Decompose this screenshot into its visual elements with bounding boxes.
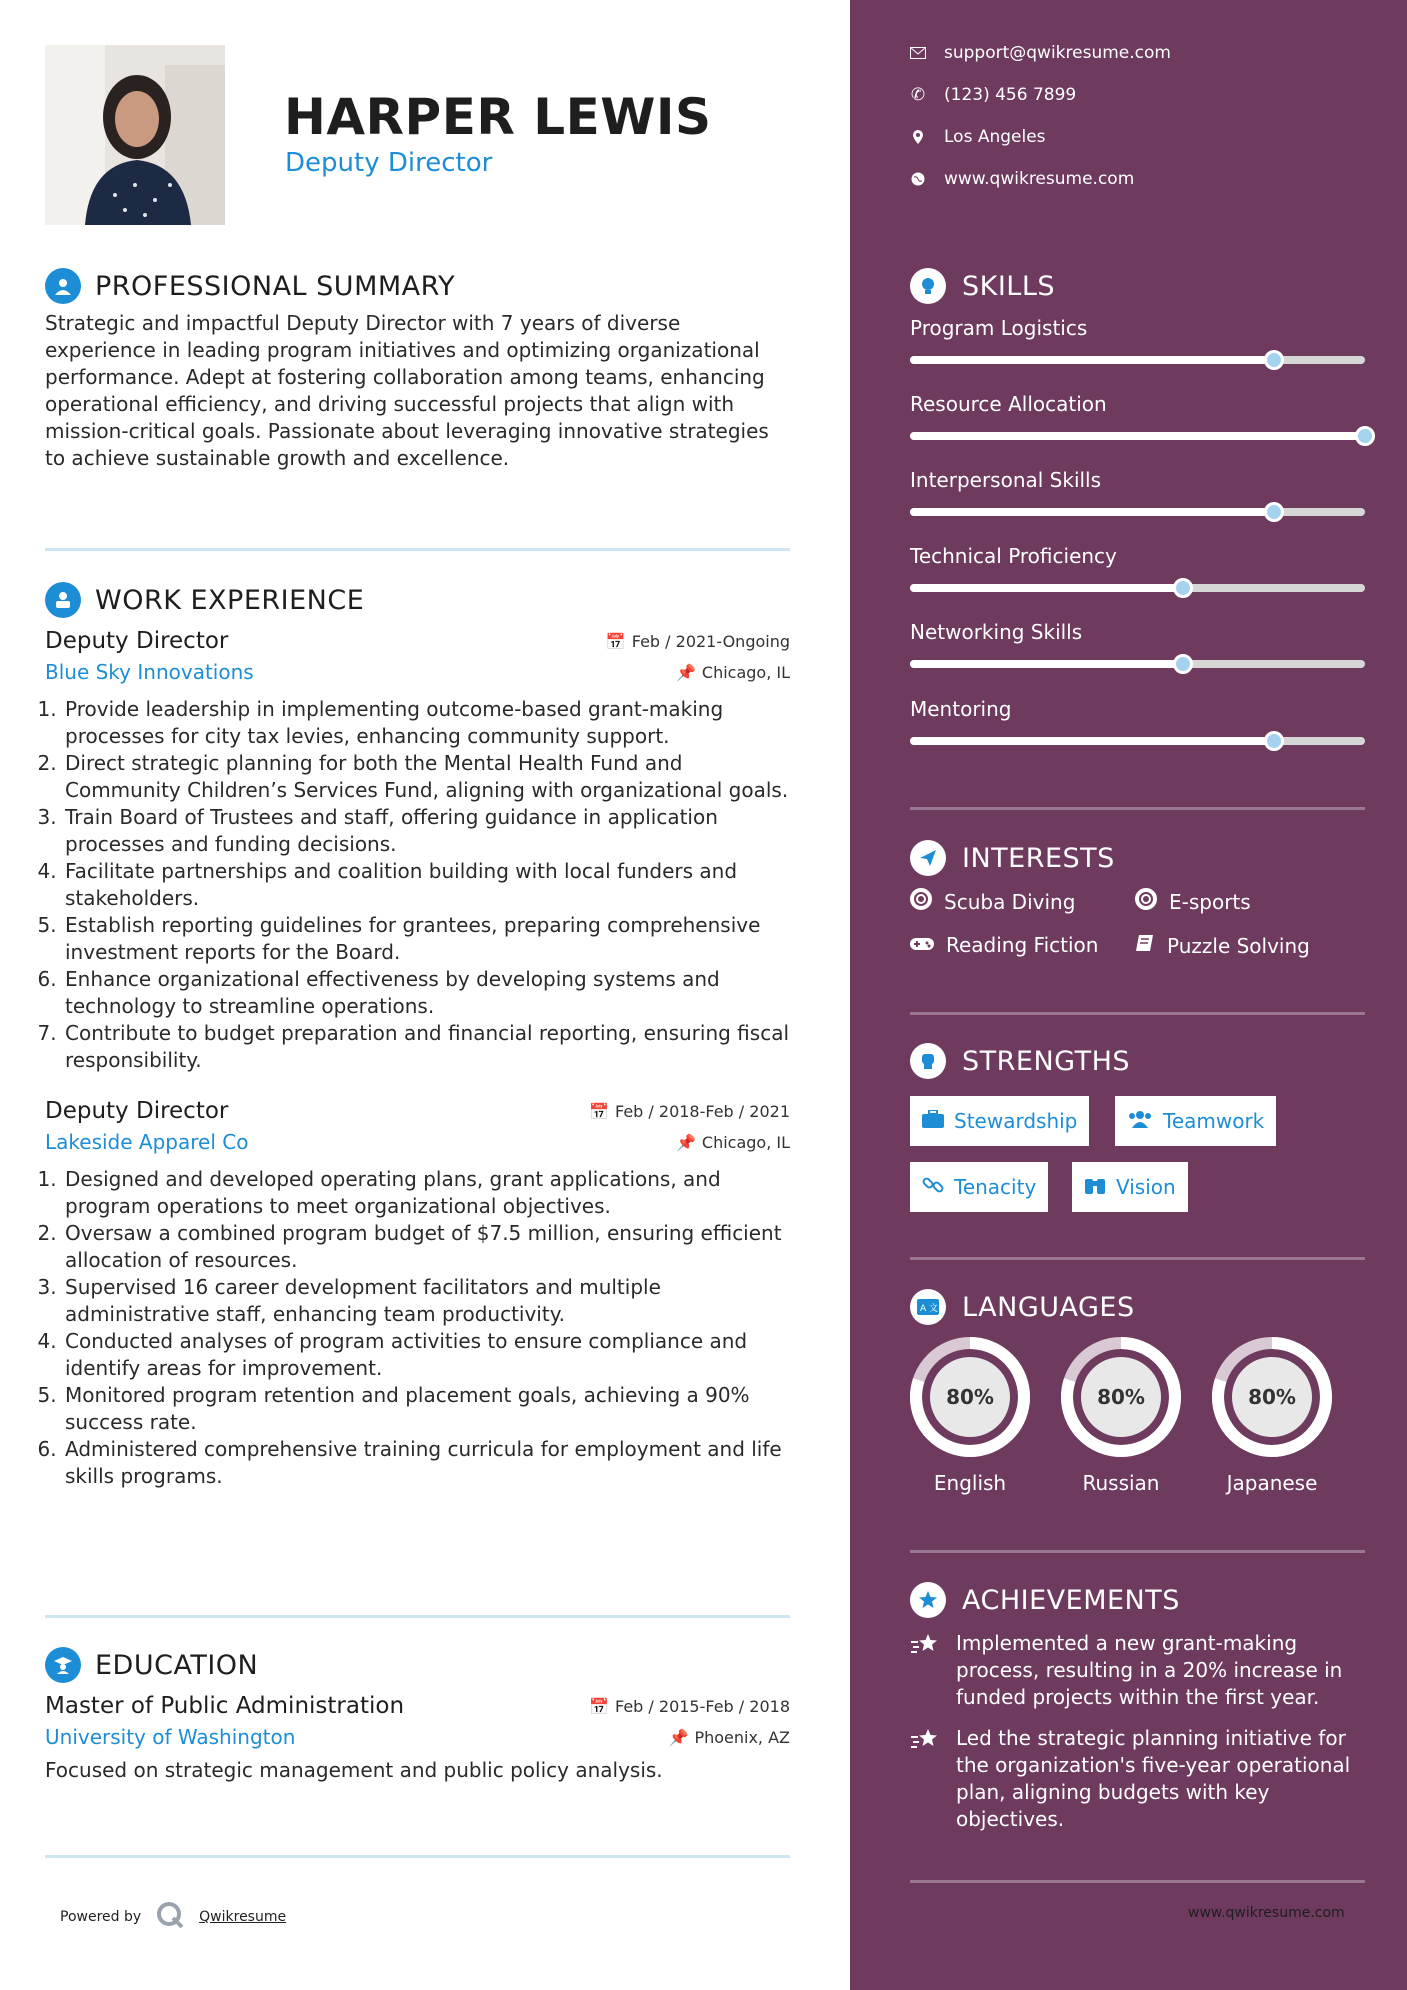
skill-bar [910, 660, 1365, 668]
experience-heading: WORK EXPERIENCE [95, 584, 365, 616]
job-bullet: 5. Monitored program retention and placement goals, achieving a 90% success rate. [63, 1382, 790, 1436]
candidate-title: Deputy Director [285, 148, 493, 178]
achievement-item [910, 1725, 1365, 1833]
professional-summary-section [45, 266, 790, 472]
skill-knob [1264, 350, 1284, 370]
interests-heading: INTERESTS [962, 842, 1115, 874]
brand-link[interactable]: Qwikresume [199, 1909, 287, 1925]
strength-label: Teamwork [1163, 1109, 1265, 1133]
phone-text: (123) 456 7899 [944, 85, 1077, 105]
interest-item [1135, 933, 1310, 958]
achievement-text: Implemented a new grant-making process, resulting in a 20% increase in funded projects within the first year. [956, 1631, 1343, 1709]
skill-item [910, 468, 1365, 516]
sidebar-divider [910, 1012, 1365, 1015]
skill-label: Program Logistics [910, 316, 1088, 340]
skill-label: Resource Allocation [910, 392, 1107, 416]
job-bullet: 6. Enhance organizational effectiveness by developing systems and technology to streamline operations. [63, 966, 790, 1020]
binoculars-icon [1084, 1175, 1106, 1200]
degree: Master of Public Administration [45, 1693, 405, 1719]
skill-item [910, 316, 1365, 364]
calendar-icon: 📅 [589, 1696, 609, 1716]
strengths-header [910, 1043, 1130, 1079]
shooting-star-icon [910, 1725, 942, 1833]
svg-text:文: 文 [929, 1304, 939, 1314]
qwikresume-logo-icon [155, 1900, 185, 1934]
interest-item [910, 933, 1098, 957]
job-bullet: 3. Supervised 16 career development facilitators and multiple administrative staff, enhancing team productivity. [63, 1274, 790, 1328]
contact-phone[interactable] [910, 85, 1076, 105]
briefcase-icon [922, 1109, 944, 1133]
skill-knob [1264, 731, 1284, 751]
job-location: Chicago, IL [701, 662, 790, 682]
sidebar [850, 0, 1407, 1990]
languages-heading: LANGUAGES [962, 1291, 1135, 1323]
skill-bar [910, 584, 1365, 592]
job-bullet: 1. Designed and developed operating plans, grant applications, and program operations to meet organizational objectives. [63, 1166, 790, 1220]
map-pin-icon [910, 130, 926, 144]
language-ring [910, 1337, 1030, 1457]
job-dates: Feb / 2021-Ongoing [631, 631, 790, 651]
interest-label: Reading Fiction [946, 933, 1099, 957]
star-icon [910, 1582, 946, 1618]
strength-chip [1072, 1162, 1188, 1212]
language-name: Russian [1082, 1471, 1160, 1495]
skill-bar [910, 508, 1365, 516]
education-description: Focused on strategic management and public policy analysis. [45, 1758, 663, 1782]
language-percent: 80% [930, 1357, 1010, 1437]
education-dates: Feb / 2015-Feb / 2018 [615, 1696, 790, 1716]
language-ring [1061, 1337, 1181, 1457]
skill-bar [910, 737, 1365, 745]
job-title: Deputy Director [45, 628, 229, 654]
translate-icon [910, 1289, 946, 1325]
job-bullet: 4. Facilitate partnerships and coalition building with local funders and stakeholders. [63, 858, 790, 912]
job-bullets [45, 696, 790, 1074]
summary-heading: PROFESSIONAL SUMMARY [95, 270, 456, 302]
skill-label: Networking Skills [910, 620, 1083, 644]
pin-icon: 📌 [675, 662, 696, 682]
powered-by-label: Powered by [60, 1909, 142, 1925]
skill-bar [910, 356, 1365, 364]
pin-icon: 📌 [668, 1727, 689, 1747]
envelope-icon [910, 47, 926, 59]
job-bullet: 3. Train Board of Trustees and staff, offering guidance in application processes and funding decisions. [63, 804, 790, 858]
interests-header [910, 840, 1115, 876]
skill-item [910, 697, 1365, 745]
language-name: Japanese [1226, 1471, 1318, 1495]
link-icon [922, 1174, 944, 1201]
work-experience-section [45, 580, 790, 1490]
job-bullets [45, 1166, 790, 1490]
achievements-heading: ACHIEVEMENTS [962, 1584, 1180, 1616]
life-ring-icon [1135, 888, 1157, 915]
education-heading: EDUCATION [95, 1649, 259, 1681]
job-location: Chicago, IL [701, 1132, 790, 1152]
section-divider [45, 1855, 790, 1858]
skill-item [910, 392, 1365, 440]
job-bullet: 4. Conducted analyses of program activities to ensure compliance and identify areas for improvement. [63, 1328, 790, 1382]
skill-knob [1355, 426, 1375, 446]
location-text: Los Angeles [944, 127, 1046, 147]
skill-label: Mentoring [910, 697, 1012, 721]
language-percent: 80% [1081, 1357, 1161, 1437]
summary-text: Strategic and impactful Deputy Director with 7 years of diverse experience in leading program initiatives and optimizing organizational performance. Adept at fostering collaboration among teams, enhancing operational efficiency, and driving successful projects that align with mission-critical goals. Passionate about leveraging innovative strategies to achieve sustainable growth and excellence. [45, 311, 769, 470]
interest-label: Puzzle Solving [1167, 933, 1310, 958]
job-bullet: 5. Establish reporting guidelines for grantees, preparing comprehensive investment reports for the Board. [63, 912, 790, 966]
contact-email[interactable] [910, 43, 1171, 63]
language-name: English [933, 1471, 1007, 1495]
globe-icon [910, 172, 926, 186]
user-icon [45, 268, 81, 304]
phone-icon: ✆ [910, 85, 926, 105]
skill-knob [1173, 654, 1193, 674]
shooting-star-icon [910, 1630, 942, 1711]
job-bullet: 2. Oversaw a combined program budget of $7.5 million, ensuring efficient allocation of resources. [63, 1220, 790, 1274]
interest-label: Scuba Diving [944, 889, 1076, 914]
book-icon [1135, 933, 1155, 958]
briefcase-user-icon [45, 582, 81, 618]
skills-heading: SKILLS [962, 270, 1056, 302]
candidate-name: HARPER LEWIS [284, 88, 712, 146]
contact-location [910, 127, 1046, 147]
skill-knob [1173, 578, 1193, 598]
language-item [910, 1337, 1030, 1495]
footer-url[interactable]: www.qwikresume.com [1188, 1905, 1345, 1921]
strength-chip [1115, 1096, 1276, 1146]
achievements-header [910, 1582, 1180, 1618]
skill-label: Interpersonal Skills [910, 468, 1102, 492]
skill-label: Technical Proficiency [910, 544, 1117, 568]
fist-icon [910, 1043, 946, 1079]
job-dates: Feb / 2018-Feb / 2021 [615, 1101, 790, 1121]
skill-item [910, 620, 1365, 668]
sidebar-divider [910, 1257, 1365, 1260]
job-bullet: 2. Direct strategic planning for both the Mental Health Fund and Community Children’s Services Fund, aligning with organizational goals. [63, 750, 790, 804]
languages-header [910, 1289, 1135, 1325]
calendar-icon: 📅 [589, 1101, 609, 1121]
job-company: Blue Sky Innovations [45, 660, 254, 684]
job-bullet: 1. Provide leadership in implementing outcome-based grant-making processes for city tax levies, enhancing community support. [63, 696, 790, 750]
language-item [1212, 1337, 1332, 1495]
skill-knob [1264, 502, 1284, 522]
language-percent: 80% [1232, 1357, 1312, 1437]
contact-website[interactable] [910, 169, 1134, 189]
job-entry [45, 628, 790, 1074]
calendar-icon: 📅 [605, 631, 626, 651]
section-divider [45, 548, 790, 551]
job-entry [45, 1098, 790, 1490]
paper-plane-icon [910, 840, 946, 876]
lightbulb-icon [910, 268, 946, 304]
interest-item [1135, 888, 1251, 915]
education-location: Phoenix, AZ [694, 1727, 790, 1747]
life-ring-icon [910, 888, 932, 915]
skills-header [910, 268, 1055, 304]
sidebar-divider [910, 1880, 1365, 1883]
pin-icon: 📌 [675, 1132, 696, 1152]
achievement-item [910, 1630, 1365, 1711]
job-bullet: 7. Contribute to budget preparation and financial reporting, ensuring fiscal responsibility. [63, 1020, 790, 1074]
users-icon [1127, 1109, 1153, 1133]
section-divider [45, 1615, 790, 1618]
job-title: Deputy Director [45, 1098, 229, 1124]
powered-by [60, 1900, 286, 1934]
interest-item [910, 888, 1075, 915]
strength-chip [910, 1096, 1089, 1146]
achievement-text: Led the strategic planning initiative for the organization's five-year operational plan, aligning budgets with key objectives. [956, 1726, 1351, 1831]
graduate-icon [45, 1647, 81, 1683]
language-item [1061, 1337, 1181, 1495]
email-text: support@qwikresume.com [944, 43, 1171, 63]
interest-label: E-sports [1169, 889, 1251, 914]
gamepad-icon [910, 933, 934, 957]
school: University of Washington [45, 1725, 296, 1749]
skill-bar [910, 432, 1365, 440]
job-company: Lakeside Apparel Co [45, 1130, 249, 1154]
website-text: www.qwikresume.com [944, 169, 1135, 189]
profile-photo [45, 45, 225, 225]
skill-item [910, 544, 1365, 592]
job-bullet: 6. Administered comprehensive training curricula for employment and life skills programs. [63, 1436, 790, 1490]
language-ring [1212, 1337, 1332, 1457]
strengths-heading: STRENGTHS [962, 1045, 1131, 1077]
sidebar-divider [910, 1550, 1365, 1553]
strength-chip [910, 1162, 1048, 1212]
strength-label: Stewardship [954, 1109, 1078, 1133]
strength-label: Vision [1116, 1175, 1176, 1199]
sidebar-divider [910, 807, 1365, 810]
svg-text:A: A [920, 1304, 927, 1314]
education-section [45, 1645, 790, 1784]
strength-label: Tenacity [954, 1175, 1037, 1199]
